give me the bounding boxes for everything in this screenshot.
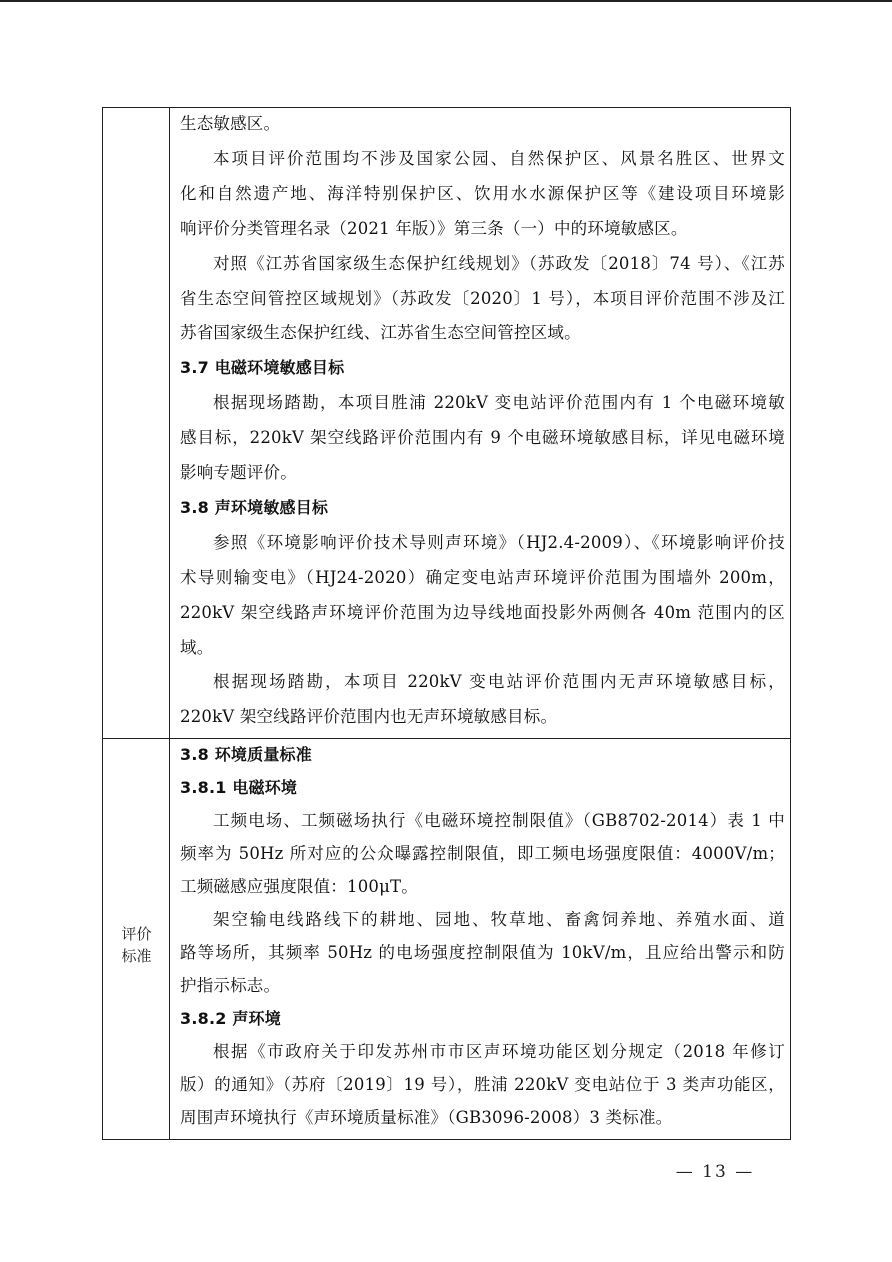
paragraph-line: 对照《江苏省国家级生态保护红线规划》（苏政发〔2018〕74 号）、《江苏	[213, 253, 785, 273]
table-row-sensitive-targets	[103, 108, 790, 739]
paragraph-line: 护指示标志。	[180, 976, 281, 995]
paragraph-line: 本项目评价范围均不涉及国家公园、自然保护区、风景名胜区、世界文	[213, 148, 785, 168]
paragraph-line: 版）的通知》（苏府〔2019〕19 号），胜浦 220kV 变电站位于 3 类声功能区，	[180, 1075, 785, 1094]
row-label-line-1: 评价	[121, 925, 152, 943]
section-heading: 3.7 电磁环境敏感目标	[180, 358, 345, 378]
paragraph-line: 根据现场踏勘，本项目胜浦 220kV 变电站评价范围内有 1 个电磁环境敏	[213, 393, 785, 413]
row-label-cell	[103, 108, 170, 738]
paragraph-line: 响评价分类管理名录（2021 年版）》第三条（一）中的环境敏感区。	[180, 218, 688, 238]
paragraph-line: 架空输电线路线下的耕地、园地、牧草地、畜禽饲养地、养殖水面、道	[213, 910, 785, 929]
paragraph-line: 生态敏感区。	[180, 114, 281, 133]
table-row-evaluation-standards	[103, 739, 790, 1139]
section-heading: 3.8 声环境敏感目标	[180, 497, 329, 517]
page-number: — 13 —	[675, 1162, 755, 1182]
paragraph-line: 工频磁感应强度限值：100μT。	[180, 877, 418, 896]
document-table	[102, 107, 791, 1140]
paragraph-line: 省生态空间管控区域规划》（苏政发〔2020〕1 号），本项目评价范围不涉及江	[180, 288, 785, 308]
paragraph-line: 术导则输变电》（HJ24-2020）确定变电站声环境评价范围为围墙外 200m，	[180, 567, 785, 587]
paragraph-line: 220kV 架空线路评价范围内也无声环境敏感目标。	[180, 707, 558, 727]
paragraph-line: 频率为 50Hz 所对应的公众曝露控制限值，即工频电场强度限值：4000V/m；	[180, 844, 785, 863]
paragraph-line: 220kV 架空线路声环境评价范围为边导线地面投影外两侧各 40m 范围内的区	[180, 602, 785, 622]
paragraph-line: 域。	[180, 637, 214, 657]
paragraph-line: 工频电场、工频磁场执行《电磁环境控制限值》（GB8702-2014）表 1 中	[213, 811, 785, 830]
section-heading: 3.8.2 声环境	[180, 1009, 281, 1028]
page-top-border	[0, 0, 892, 2]
paragraph-line: 感目标，220kV 架空线路评价范围内有 9 个电磁环境敏感目标，详见电磁环境	[180, 428, 785, 448]
row-label-line-2: 标准	[121, 947, 152, 965]
paragraph-line: 根据《市政府关于印发苏州市市区声环境功能区划分规定（2018 年修订	[213, 1042, 785, 1061]
section-heading: 3.8.1 电磁环境	[180, 778, 298, 797]
paragraph-line: 根据现场踏勘，本项目 220kV 变电站评价范围内无声环境敏感目标，	[213, 672, 785, 692]
row-label-cell	[103, 739, 170, 1139]
paragraph-line: 参照《环境影响评价技术导则声环境》（HJ2.4-2009）、《环境影响评价技	[213, 532, 785, 552]
paragraph-line: 苏省国家级生态保护红线、江苏省生态空间管控区域。	[180, 323, 581, 343]
section-heading: 3.8 环境质量标准	[180, 745, 312, 764]
paragraph-line: 影响专题评价。	[180, 463, 297, 482]
paragraph-line: 化和自然遗产地、海洋特别保护区、饮用水水源保护区等《建设项目环境影	[180, 183, 785, 203]
paragraph-line: 周围声环境执行《声环境质量标准》（GB3096-2008）3 类标准。	[180, 1108, 673, 1127]
paragraph-line: 路等场所，其频率 50Hz 的电场强度控制限值为 10kV/m，且应给出警示和防	[180, 943, 785, 962]
